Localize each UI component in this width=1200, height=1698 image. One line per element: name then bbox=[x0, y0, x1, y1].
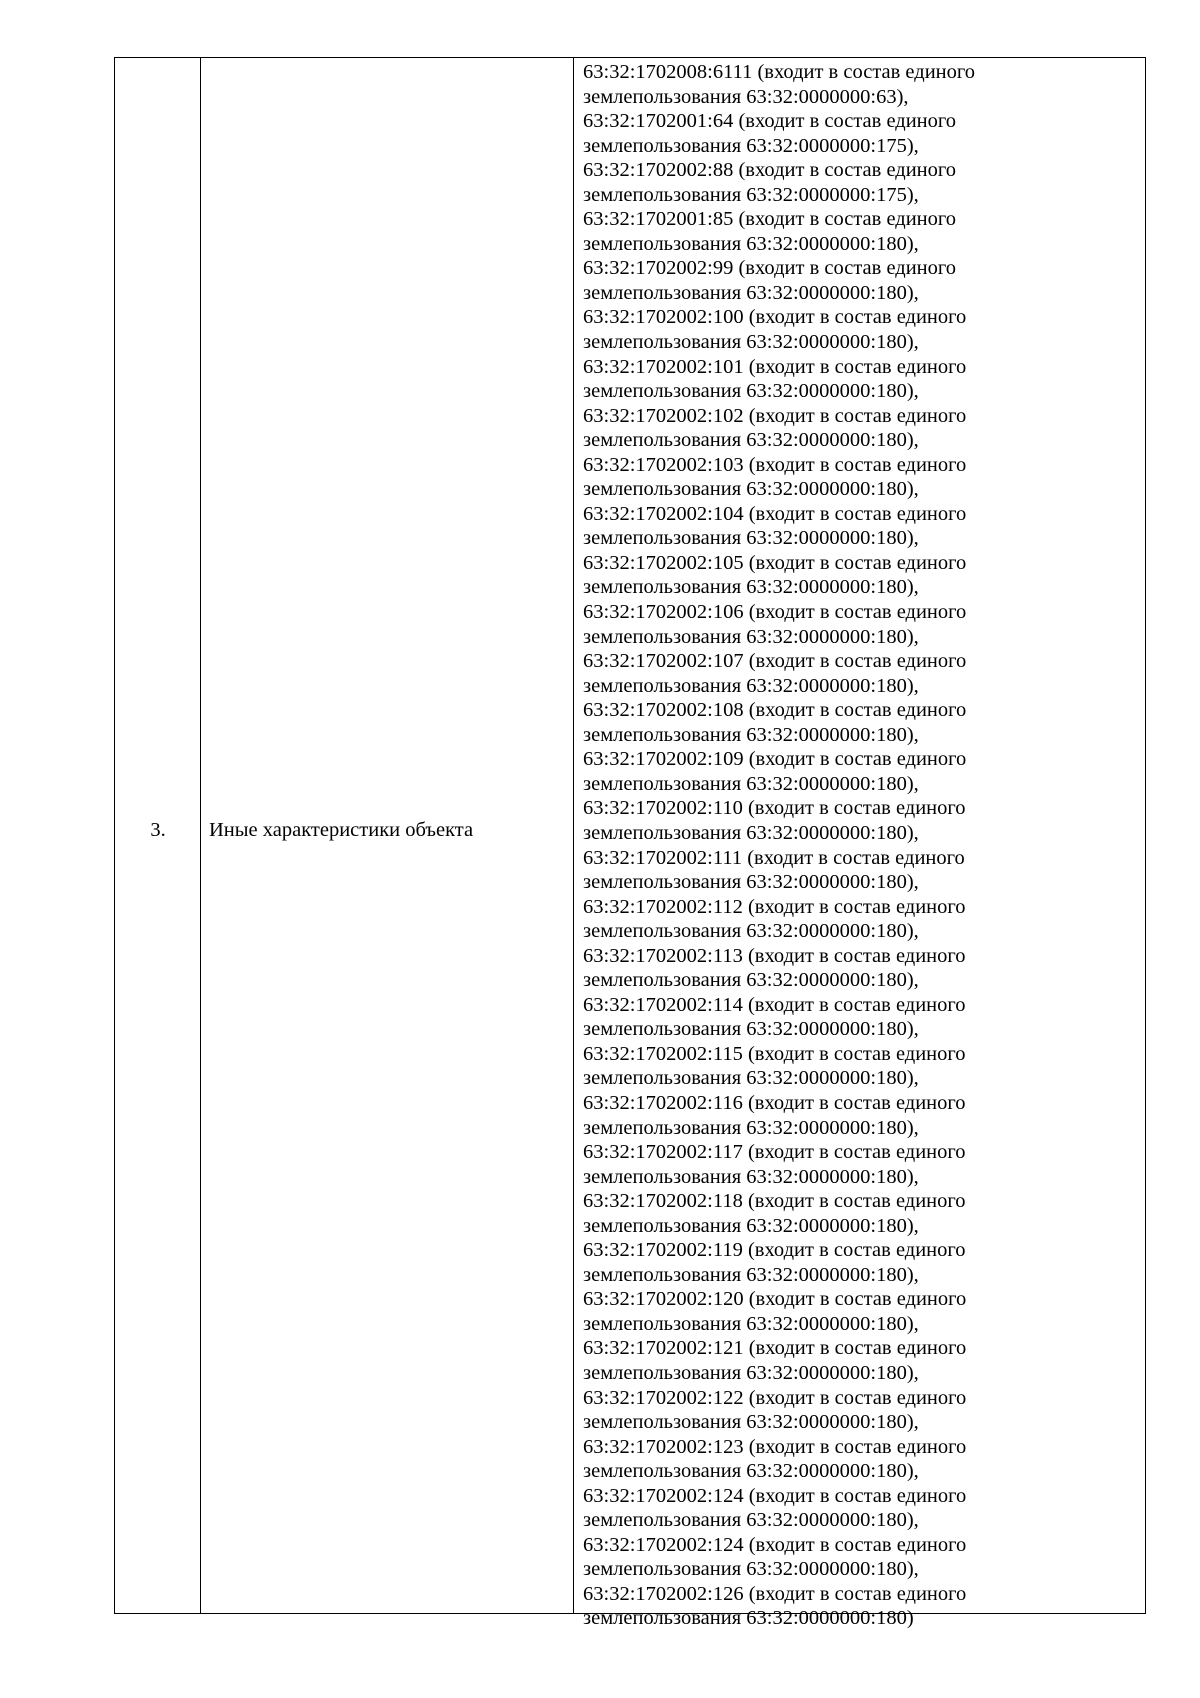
value-line: землепользования 63:32:0000000:180), bbox=[583, 1312, 919, 1335]
value-line: 63:32:1702002:102 (входит в состав единого bbox=[583, 404, 967, 427]
row-number-cell bbox=[115, 58, 201, 1613]
value-line: землепользования 63:32:0000000:180), bbox=[583, 625, 919, 648]
value-line: 63:32:1702002:111 (входит в состав единого bbox=[583, 846, 965, 869]
value-line: 63:32:1702002:107 (входит в состав единого bbox=[583, 650, 967, 673]
value-line: землепользования 63:32:0000000:180), bbox=[583, 1558, 919, 1581]
value-line: 63:32:1702008:6111 (входит в состав единого bbox=[583, 61, 976, 83]
value-line: 63:32:1702002:122 (входит в состав единого bbox=[583, 1386, 967, 1409]
value-line: землепользования 63:32:0000000:180), bbox=[583, 281, 919, 304]
value-line: землепользования 63:32:0000000:180), bbox=[583, 821, 919, 844]
value-line: землепользования 63:32:0000000:180), bbox=[583, 527, 919, 550]
value-line: 63:32:1702002:100 (входит в состав единого bbox=[583, 306, 967, 329]
value-line: землепользования 63:32:0000000:180), bbox=[583, 1018, 919, 1041]
value-line: 63:32:1702002:99 (входит в состав единого bbox=[583, 257, 957, 280]
value-line: 63:32:1702002:124 (входит в состав единого bbox=[583, 1533, 967, 1556]
value-line: землепользования 63:32:0000000:63), bbox=[583, 85, 909, 108]
value-line: землепользования 63:32:0000000:180), bbox=[583, 920, 919, 943]
value-line: 63:32:1702002:109 (входит в состав единого bbox=[583, 748, 967, 771]
row-label-cell bbox=[201, 58, 574, 1613]
value-line: 63:32:1702002:121 (входит в состав единого bbox=[583, 1337, 967, 1360]
value-line: землепользования 63:32:0000000:180), bbox=[583, 1361, 919, 1384]
value-line: 63:32:1702002:113 (входит в состав единого bbox=[583, 944, 966, 967]
value-line: 63:32:1702002:105 (входит в состав единого bbox=[583, 551, 967, 574]
value-line: 63:32:1702002:117 (входит в состав единого bbox=[583, 1141, 966, 1164]
value-line: землепользования 63:32:0000000:180), bbox=[583, 871, 919, 894]
value-line: 63:32:1702002:118 (входит в состав единого bbox=[583, 1190, 966, 1213]
value-line: землепользования 63:32:0000000:180), bbox=[583, 331, 919, 354]
value-line: землепользования 63:32:0000000:180), bbox=[583, 1214, 919, 1237]
value-line: землепользования 63:32:0000000:180), bbox=[583, 429, 919, 452]
value-line: землепользования 63:32:0000000:180) bbox=[583, 1607, 914, 1630]
value-line: 63:32:1702002:104 (входит в состав единого bbox=[583, 502, 967, 525]
value-line: 63:32:1702002:103 (входит в состав единого bbox=[583, 453, 967, 476]
cadastral-number-list bbox=[583, 60, 975, 1631]
value-line: 63:32:1702002:112 (входит в состав единого bbox=[583, 895, 966, 918]
value-line: 63:32:1702002:114 (входит в состав единого bbox=[583, 993, 966, 1016]
value-line: землепользования 63:32:0000000:180), bbox=[583, 576, 919, 599]
characteristics-table bbox=[114, 57, 1146, 1630]
value-line: 63:32:1702002:106 (входит в состав единого bbox=[583, 601, 967, 624]
value-line: 63:32:1702002:120 (входит в состав единого bbox=[583, 1288, 967, 1311]
value-line: 63:32:1702002:108 (входит в состав единого bbox=[583, 699, 967, 722]
value-line: землепользования 63:32:0000000:180), bbox=[583, 1509, 919, 1532]
value-line: землепользования 63:32:0000000:180), bbox=[583, 1165, 919, 1188]
value-line: землепользования 63:32:0000000:180), bbox=[583, 723, 919, 746]
value-line: землепользования 63:32:0000000:180), bbox=[583, 380, 919, 403]
row-value-cell bbox=[574, 58, 1145, 1630]
value-line: землепользования 63:32:0000000:180), bbox=[583, 1411, 919, 1434]
value-line: 63:32:1702001:85 (входит в состав единого bbox=[583, 208, 957, 231]
value-line: землепользования 63:32:0000000:180), bbox=[583, 1460, 919, 1483]
row-number: 3. bbox=[150, 819, 166, 841]
value-line: землепользования 63:32:0000000:180), bbox=[583, 772, 919, 795]
value-line: 63:32:1702002:123 (входит в состав единого bbox=[583, 1435, 967, 1458]
value-line: землепользования 63:32:0000000:180), bbox=[583, 1263, 919, 1286]
value-line: землепользования 63:32:0000000:180), bbox=[583, 232, 919, 255]
value-line: землепользования 63:32:0000000:175), bbox=[583, 183, 919, 206]
value-line: 63:32:1702002:126 (входит в состав единого bbox=[583, 1582, 967, 1605]
value-line: 63:32:1702002:110 (входит в состав единого bbox=[583, 797, 966, 820]
value-line: 63:32:1702002:88 (входит в состав единого bbox=[583, 159, 957, 182]
value-line: 63:32:1702001:64 (входит в состав единого bbox=[583, 110, 957, 133]
value-line: землепользования 63:32:0000000:175), bbox=[583, 134, 919, 157]
value-line: землепользования 63:32:0000000:180), bbox=[583, 1116, 919, 1139]
value-line: землепользования 63:32:0000000:180), bbox=[583, 674, 919, 697]
value-line: 63:32:1702002:119 (входит в состав единого bbox=[583, 1239, 966, 1262]
value-line: землепользования 63:32:0000000:180), bbox=[583, 478, 919, 501]
value-line: 63:32:1702002:115 (входит в состав единого bbox=[583, 1042, 966, 1065]
value-line: 63:32:1702002:101 (входит в состав единого bbox=[583, 355, 967, 378]
value-line: 63:32:1702002:124 (входит в состав единого bbox=[583, 1484, 967, 1507]
value-line: землепользования 63:32:0000000:180), bbox=[583, 969, 919, 992]
row-label: Иные характеристики объекта bbox=[209, 819, 474, 841]
value-line: землепользования 63:32:0000000:180), bbox=[583, 1067, 919, 1090]
value-line: 63:32:1702002:116 (входит в состав единого bbox=[583, 1091, 966, 1114]
